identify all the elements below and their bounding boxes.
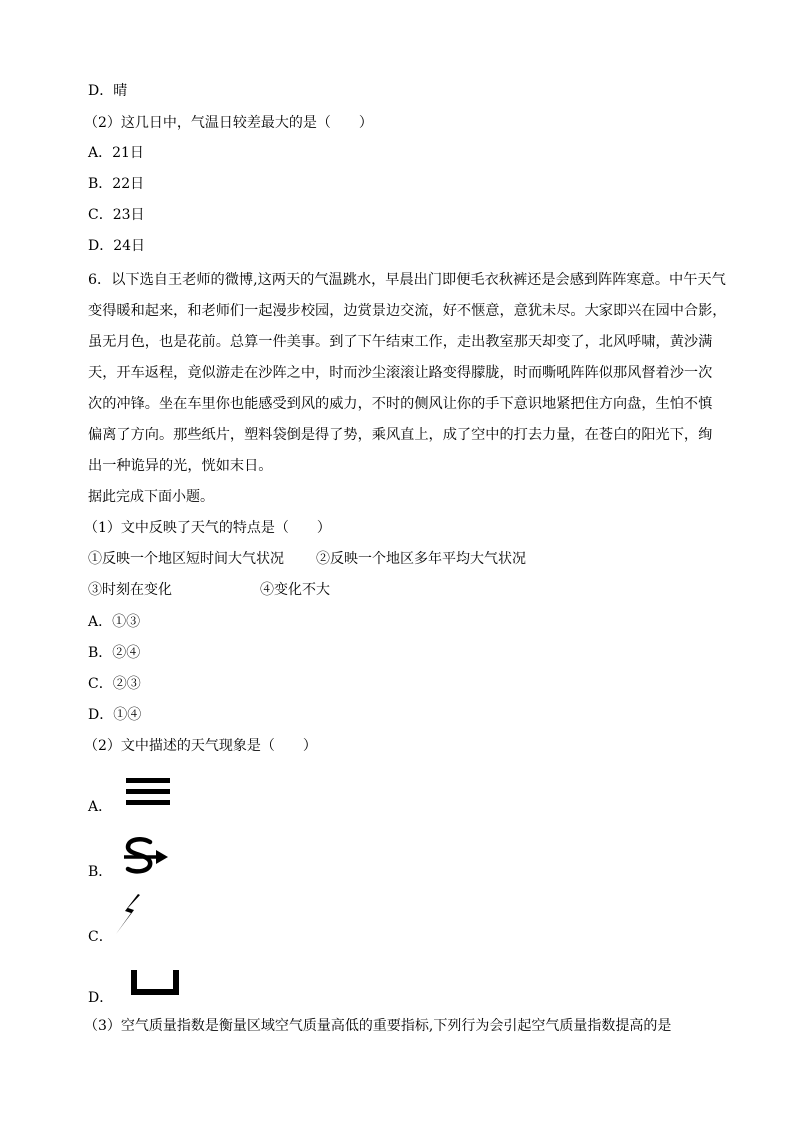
floating-dust-symbol-icon [130,968,180,1000]
q6-passage-line-5: 次的冲锋。坐在车里你也能感受到风的威力，不时的侧风让你的手下意识地紧把住方向盘，生怕不慎 [88,396,713,412]
q6-sub2-option-c-label: C． [88,929,113,945]
prev-sub2-stem: （2）这几日中，气温日较差最大的是（ ） [84,115,373,131]
q6-sub1-item-2: ②反映一个地区多年平均大气状况 [316,551,526,567]
q6-sub2-option-b-label: B． [88,864,113,880]
sandstorm-symbol-icon [120,836,170,882]
q6-sub1-option-a: A．①③ [88,614,141,630]
q6-sub1-item-3: ③时刻在变化 [88,582,172,598]
q6-sub1-option-c: C．②③ [88,676,141,692]
q6-sub2-option-a-label: A． [88,799,113,815]
thunder-lightning-symbol-icon [112,892,144,940]
q6-sub1-stem: （1）文中反映了天气的特点是（ ） [84,520,331,536]
prev-option-d: D．晴 [88,83,128,99]
prev-sub2-option-b: B．22日 [88,176,145,192]
q6-sub1-option-d: D．①④ [88,707,142,723]
q6-sub3-stem: （3）空气质量指数是衡量区域空气质量高低的重要指标,下列行为会引起空气质量指数提高的是 [84,1018,672,1034]
q6-sub2-stem: （2）文中描述的天气现象是（ ） [84,738,317,754]
q6-sub1-option-b: B．②④ [88,645,141,661]
q6-passage-line-2: 变得暖和起来，和老师们一起漫步校园，边赏景边交流，好不惬意，意犹未尽。大家即兴在园中合影， [88,303,727,319]
q6-sub1-item-4: ④变化不大 [260,582,330,598]
prev-sub2-option-d: D．24日 [88,238,146,254]
q6-passage-line-3: 虽无月色，也是花前。总算一件美事。到了下午结束工作，走出教室那天却变了，北风呼啸，黄沙满 [88,334,713,350]
q6-passage-line-6: 偏离了方向。那些纸片，塑料袋倒是得了势，乘风直上，成了空中的打去力量，在苍白的阳光下，绚 [88,427,713,443]
q6-instruction: 据此完成下面小题。 [88,489,214,505]
q6-sub1-item-1: ①反映一个地区短时间大气状况 [88,551,284,567]
prev-sub2-option-a: A．21日 [88,145,144,161]
q6-passage-line-7: 出一种诡异的光，恍如末日。 [88,458,273,474]
fog-symbol-icon [124,776,172,812]
q6-passage-line-1: 6．以下选自王老师的微博,这两天的气温跳水，早晨出门即便毛衣秋裤还是会感到阵阵寒意。中午天气 [88,272,726,288]
q6-sub2-option-d-label: D． [88,990,114,1006]
prev-sub2-option-c: C．23日 [88,207,145,223]
q6-passage-line-4: 天，开车返程，竟似游走在沙阵之中，时而沙尘滚滚让路变得朦胧，时而嘶吼阵阵似那风督着沙一次 [88,365,713,381]
